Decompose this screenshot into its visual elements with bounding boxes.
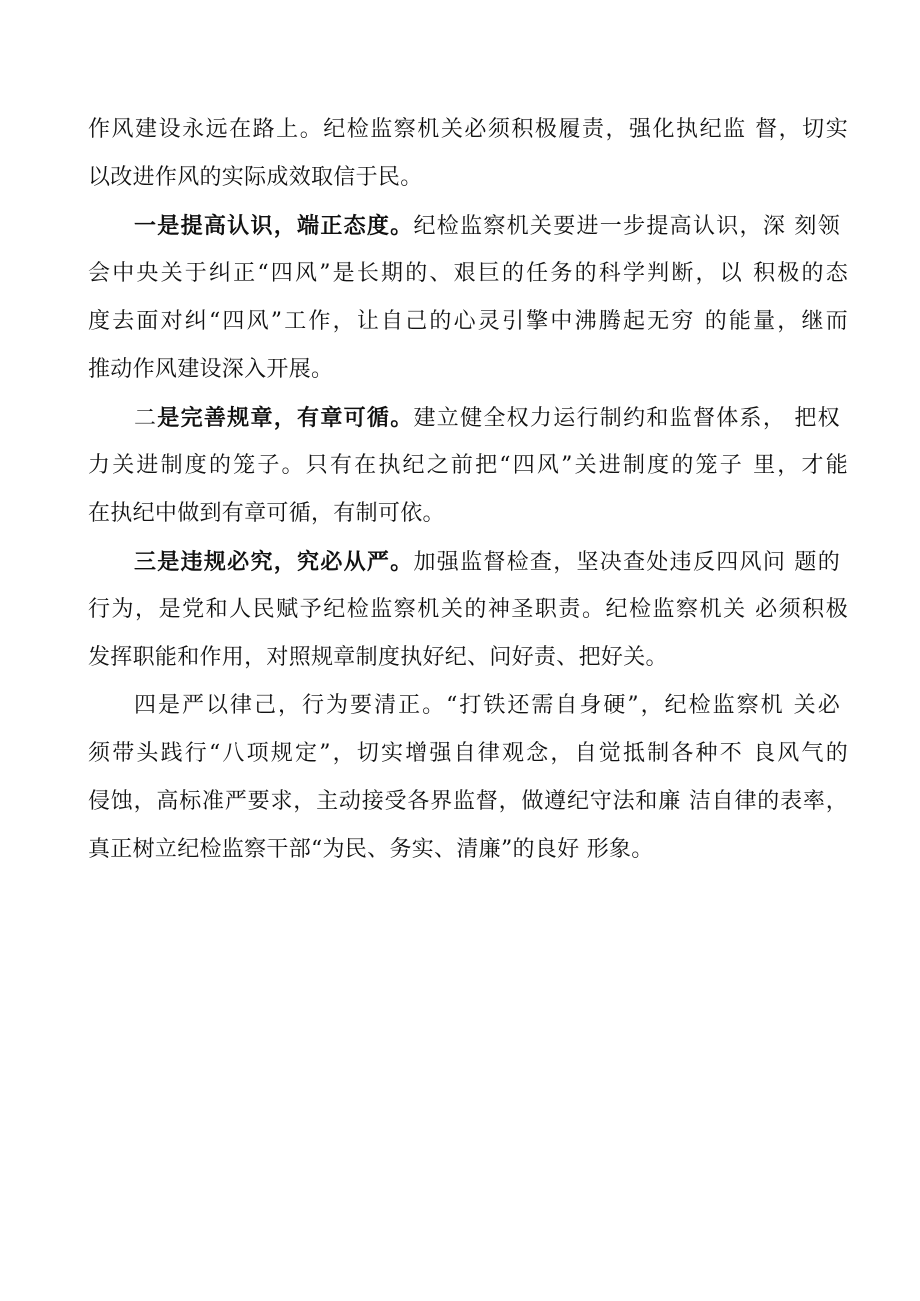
paragraph-5-line-2: 须带头践行“八项规定”，切实增强自律观念，自觉抵制各种不 良风气的 <box>88 741 848 766</box>
paragraph-2-line-3: 度去面对纠“四风”工作，让自己的心灵引擎中沸腾起无穷 的能量，继而 <box>88 309 848 334</box>
paragraph-2-lead: 一是提高认识，端正态度。 <box>134 213 414 239</box>
paragraph-3-line-1 <box>134 402 840 434</box>
paragraph-2-line-2: 会中央关于纠正“四风”是长期的、艰巨的任务的科学判断，以 积极的态 <box>88 261 848 286</box>
paragraph-5-line-4: 真正树立纪检监察干部“为民、务实、清廉”的良好 形象。 <box>88 837 654 862</box>
paragraph-4-line-1 <box>134 546 840 578</box>
paragraph-3-lead-prefix: 二 <box>134 406 158 431</box>
paragraph-4-line-1-text: 加强监督检查，坚决查处违反四风问 题的 <box>413 550 840 575</box>
paragraph-3-line-2: 力关进制度的笼子。只有在执纪之前把“四风”关进制度的笼子 里，才能 <box>88 453 848 478</box>
paragraph-2-line-1-text: 纪检监察机关要进一步提高认识，深 刻领 <box>413 214 840 239</box>
paragraph-1-line-2: 以改进作风的实际成效取信于民。 <box>88 165 423 190</box>
paragraph-3-lead: 是完善规章，有章可循。 <box>157 405 414 431</box>
paragraph-2-line-1 <box>134 210 840 242</box>
paragraph-2-line-4: 推动作风建设深入开展。 <box>88 357 334 382</box>
paragraph-3-line-3: 在执纪中做到有章可循，有制可依。 <box>88 501 445 526</box>
paragraph-5-line-1: 四是严以律己，行为要清正。“打铁还需自身硬”，纪检监察机 关必 <box>134 693 840 718</box>
paragraph-4-line-2: 行为，是党和人民赋予纪检监察机关的神圣职责。纪检监察机关 必须积极 <box>88 597 848 622</box>
paragraph-1-line-1: 作风建设永远在路上。纪检监察机关必须积极履责，强化执纪监 督，切实 <box>88 117 848 142</box>
paragraph-4-line-3: 发挥职能和作用，对照规章制度执好纪、问好责、把好关。 <box>88 645 668 670</box>
paragraph-5-line-3: 侵蚀，高标准严要求，主动接受各界监督，做遵纪守法和廉 洁自律的表率， <box>88 789 848 814</box>
paragraph-3-line-1-text: 建立健全权力运行制约和监督体系， 把权 <box>413 406 840 431</box>
paragraph-4-lead: 三是违规必究，究必从严。 <box>134 549 414 575</box>
